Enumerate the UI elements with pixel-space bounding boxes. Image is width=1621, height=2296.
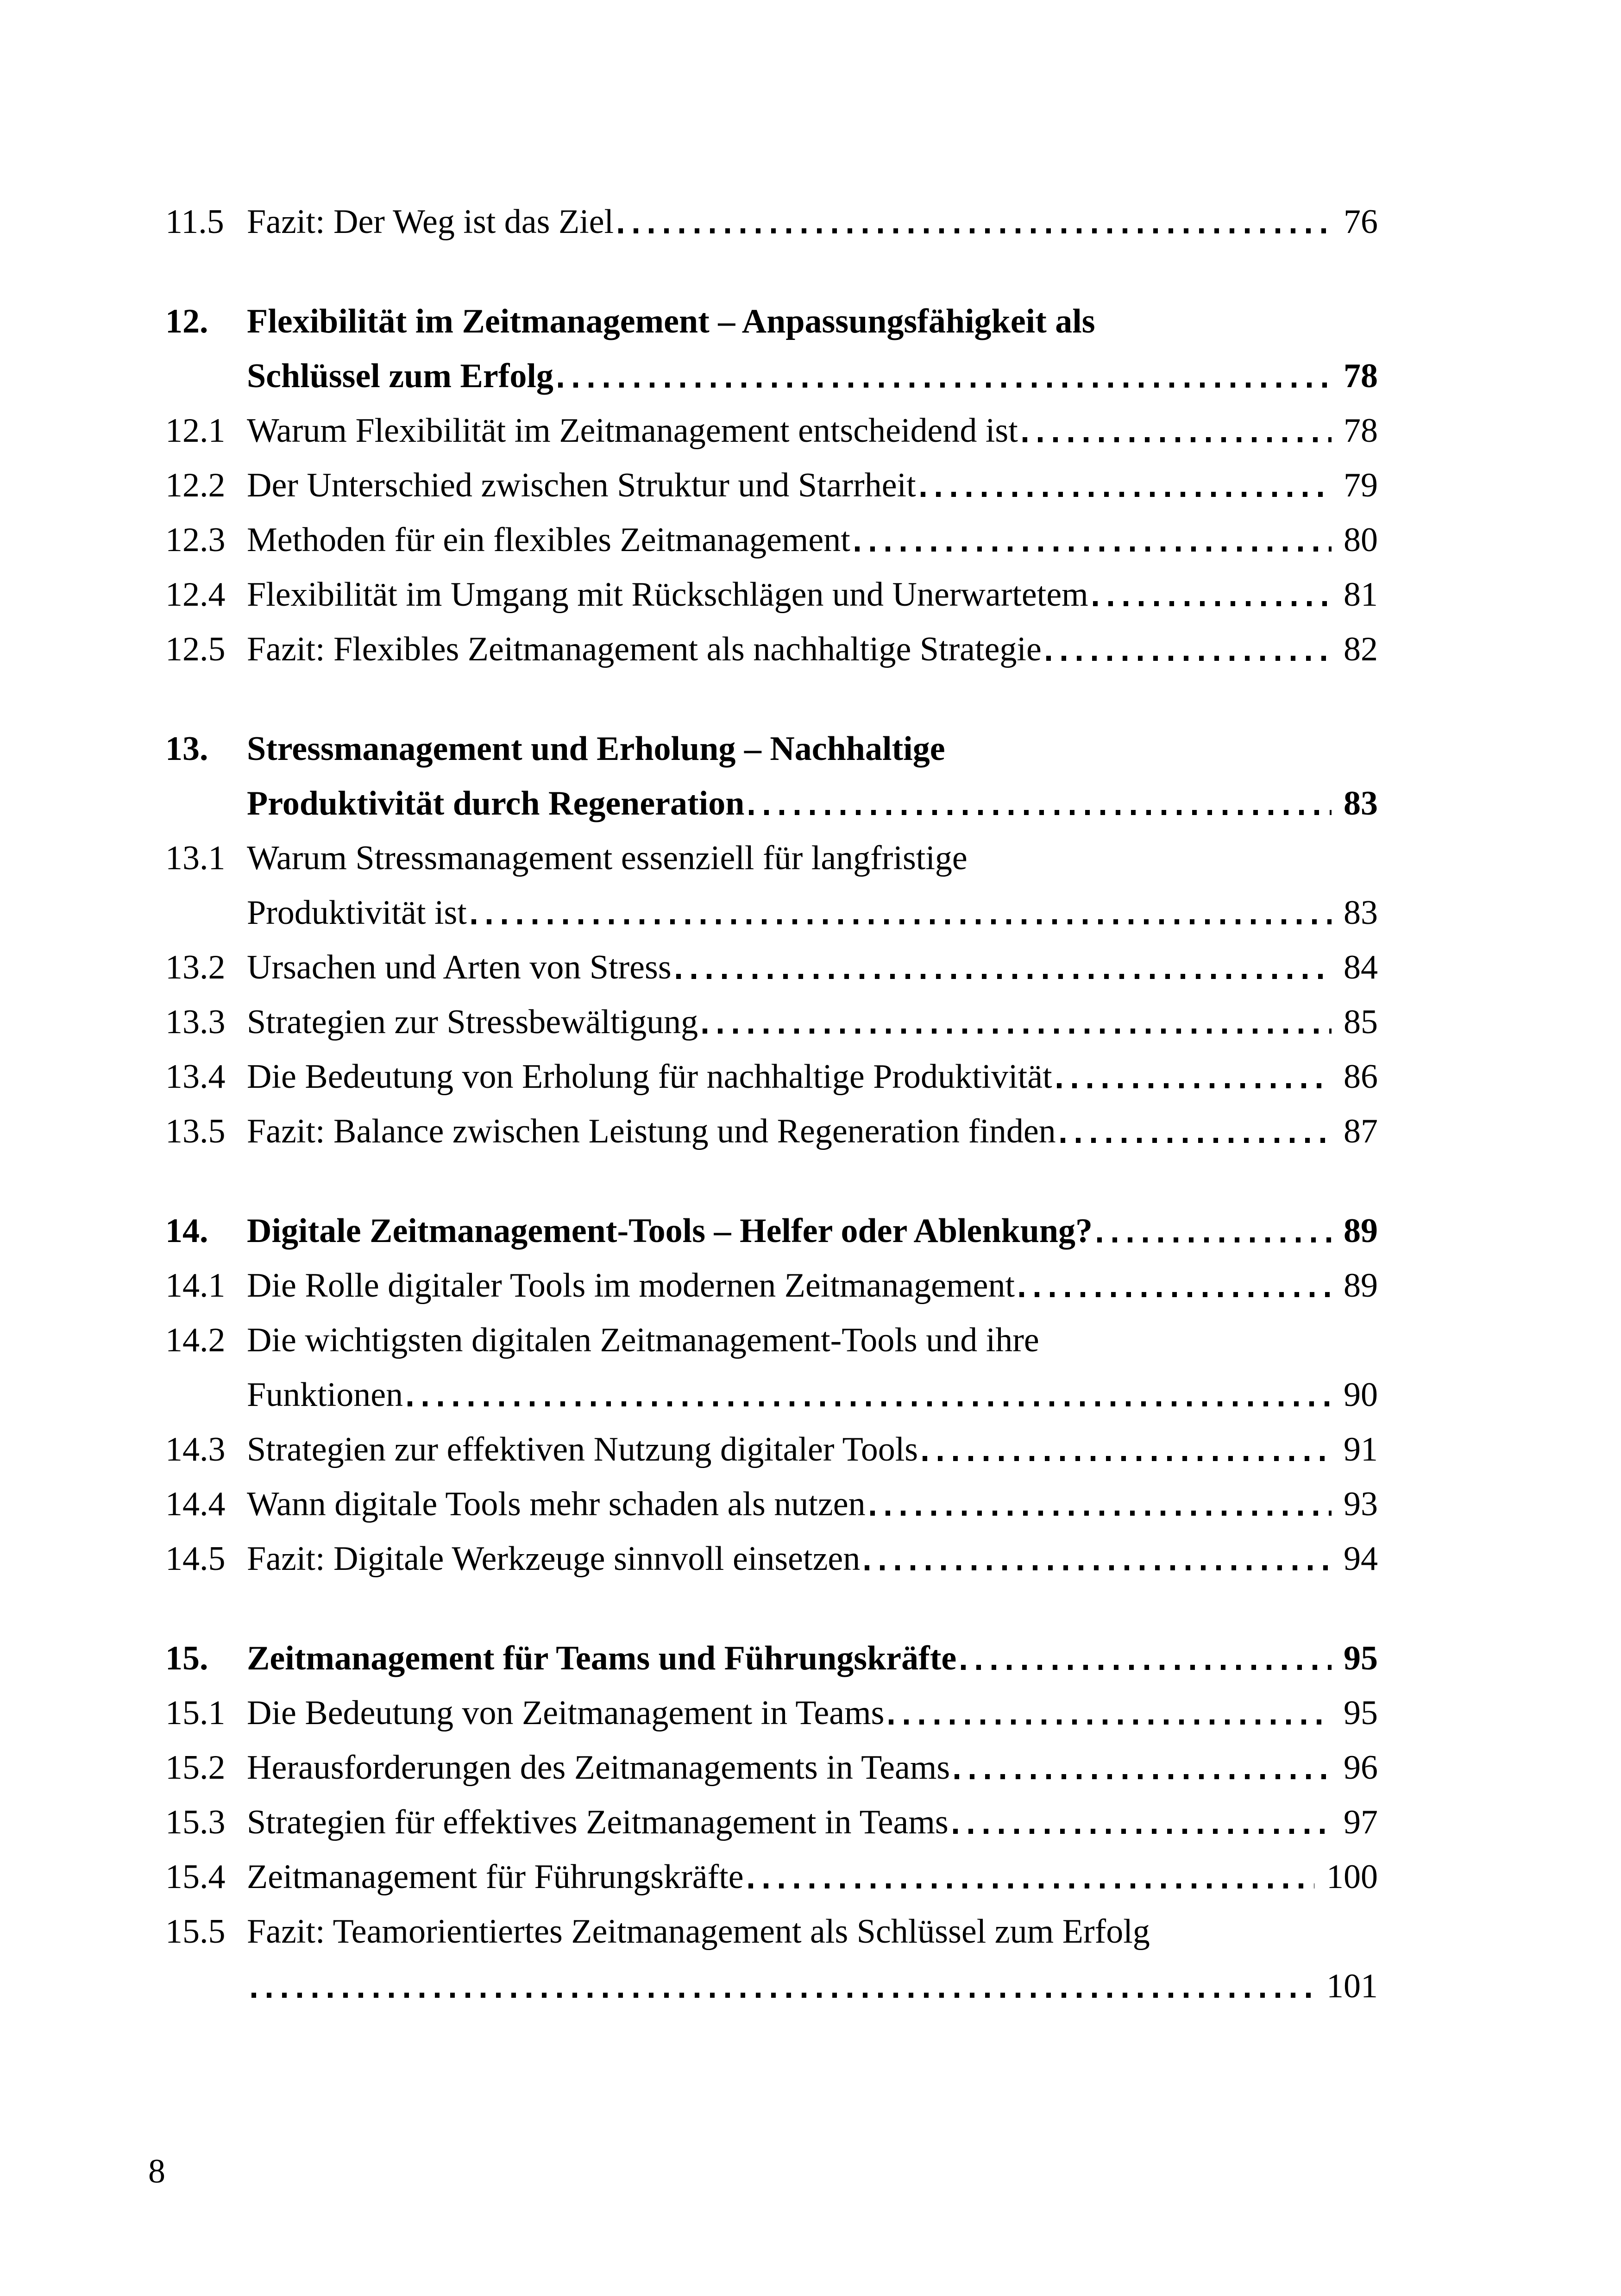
dot-leader	[1019, 1292, 1332, 1297]
toc-sub-entry	[165, 1313, 1378, 1422]
toc-sub-entry	[165, 1904, 1378, 2014]
entry-title: Methoden für ein flexibles Zeitmanagement	[247, 521, 850, 559]
entry-page-number: 95	[1344, 1639, 1378, 1677]
toc-chapter-entry	[165, 721, 1378, 831]
toc-line	[165, 458, 1378, 513]
entry-title: Strategien zur Stressbewältigung	[247, 1003, 698, 1041]
entry-number: 14.5	[165, 1540, 226, 1578]
entry-title: Herausforderungen des Zeitmanagements in Teams	[247, 1749, 950, 1787]
entry-title: Die Bedeutung von Zeitmanagement in Teams	[247, 1694, 885, 1732]
toc-line	[165, 776, 1378, 831]
toc-line	[165, 721, 1378, 776]
entry-page-number: 85	[1344, 1003, 1378, 1041]
entry-title: Der Unterschied zwischen Struktur und Starrheit	[247, 466, 916, 504]
toc-line	[165, 1631, 1378, 1686]
dot-leader	[870, 1511, 1332, 1516]
toc-line	[165, 1422, 1378, 1477]
toc-sub-entry	[165, 831, 1378, 940]
entry-number: 15.4	[165, 1858, 226, 1896]
entry-title: Wann digitale Tools mehr schaden als nutzen	[247, 1485, 866, 1523]
entry-number: 13.1	[165, 839, 226, 877]
toc-line	[165, 622, 1378, 677]
toc-sub-entry	[165, 1850, 1378, 1904]
entry-page-number: 79	[1344, 466, 1378, 504]
toc-line	[165, 513, 1378, 567]
toc-sub-entry	[165, 1686, 1378, 1740]
dot-leader	[618, 228, 1332, 233]
entry-title: Die Rolle digitaler Tools im modernen Zeitmanagement	[247, 1267, 1015, 1305]
entry-title: Flexibilität im Zeitmanagement – Anpassungsfähigkeit als	[247, 302, 1095, 340]
toc-line	[165, 1959, 1378, 2014]
toc-sub-entry	[165, 940, 1378, 995]
toc-line	[165, 1368, 1378, 1422]
toc-line	[165, 1104, 1378, 1159]
dot-leader	[251, 1993, 1314, 1998]
entry-number: 12.2	[165, 466, 226, 504]
entry-page-number: 76	[1344, 203, 1378, 241]
entry-number: 15.1	[165, 1694, 226, 1732]
entry-title: Ursachen und Arten von Stress	[247, 948, 672, 986]
entry-title: Fazit: Flexibles Zeitmanagement als nachhaltige Strategie	[247, 630, 1042, 668]
entry-page-number: 101	[1326, 1967, 1378, 2005]
toc-sub-entry	[165, 622, 1378, 677]
entry-title: Die wichtigsten digitalen Zeitmanagement-Tools und ihre	[247, 1321, 1039, 1359]
entry-title: Warum Stressmanagement essenziell für langfristige	[247, 839, 968, 877]
entry-title: Fazit: Der Weg ist das Ziel	[247, 203, 614, 241]
toc	[165, 194, 1378, 2014]
toc-sub-entry	[165, 995, 1378, 1049]
dot-leader	[955, 1774, 1332, 1779]
dot-leader	[1097, 1237, 1332, 1242]
entry-title: Produktivität durch Regeneration	[247, 784, 745, 822]
toc-sub-entry	[165, 1531, 1378, 1586]
toc-line	[165, 1313, 1378, 1368]
toc-chapter-entry	[165, 1631, 1378, 1686]
entry-page-number: 83	[1344, 894, 1378, 932]
dot-leader	[471, 919, 1332, 924]
dot-leader	[749, 810, 1332, 815]
dot-leader	[889, 1719, 1332, 1725]
entry-page-number: 81	[1344, 576, 1378, 614]
entry-title: Stressmanagement und Erholung – Nachhaltige	[247, 730, 945, 768]
entry-page-number: 96	[1344, 1749, 1378, 1787]
entry-title: Funktionen	[247, 1376, 403, 1414]
toc-sub-entry	[165, 1258, 1378, 1313]
entry-number: 15.3	[165, 1803, 226, 1841]
toc-line	[165, 1740, 1378, 1795]
entry-number: 15.2	[165, 1749, 226, 1787]
entry-number: 13.3	[165, 1003, 226, 1041]
dot-leader	[748, 1883, 1314, 1888]
entry-number: 12.4	[165, 576, 226, 614]
entry-title: Fazit: Teamorientiertes Zeitmanagement als Schlüssel zum Erfolg	[247, 1913, 1150, 1951]
toc-line	[165, 995, 1378, 1049]
entry-number: 14.1	[165, 1267, 226, 1305]
dot-leader	[961, 1665, 1332, 1670]
entry-title: Digitale Zeitmanagement-Tools – Helfer oder Ablenkung?	[247, 1212, 1093, 1250]
entry-title: Fazit: Digitale Werkzeuge sinnvoll einsetzen	[247, 1540, 861, 1578]
entry-number: 13.2	[165, 948, 226, 986]
toc-line	[165, 567, 1378, 622]
toc-line	[165, 831, 1378, 885]
toc-line	[165, 1477, 1378, 1531]
toc-line	[165, 1904, 1378, 1959]
toc-chapter-entry	[165, 294, 1378, 403]
toc-line	[165, 1204, 1378, 1258]
toc-line	[165, 940, 1378, 995]
toc-sub-entry	[165, 1422, 1378, 1477]
entry-page-number: 83	[1344, 784, 1378, 822]
entry-number: 12.3	[165, 521, 226, 559]
entry-number: 13.4	[165, 1058, 226, 1096]
toc-line	[165, 294, 1378, 349]
toc-sub-entry	[165, 458, 1378, 513]
entry-title: Warum Flexibilität im Zeitmanagement entscheidend ist	[247, 412, 1018, 450]
toc-line	[165, 403, 1378, 458]
toc-sub-entry	[165, 403, 1378, 458]
entry-number: 14.4	[165, 1485, 226, 1523]
entry-title: Zeitmanagement für Führungskräfte	[247, 1858, 744, 1896]
entry-title: Strategien zur effektiven Nutzung digitaler Tools	[247, 1430, 918, 1468]
toc-line	[165, 885, 1378, 940]
entry-number: 13.5	[165, 1112, 226, 1150]
entry-title: Fazit: Balance zwischen Leistung und Regeneration finden	[247, 1112, 1056, 1150]
dot-leader	[1057, 1083, 1332, 1088]
toc-line	[165, 194, 1378, 249]
entry-title: Produktivität ist	[247, 894, 467, 932]
entry-number: 15.5	[165, 1913, 226, 1951]
entry-number: 12.	[165, 302, 208, 340]
toc-sub-entry	[165, 194, 1378, 249]
entry-page-number: 89	[1344, 1212, 1378, 1250]
entry-page-number: 95	[1344, 1694, 1378, 1732]
toc-line	[165, 1795, 1378, 1850]
entry-page-number: 80	[1344, 521, 1378, 559]
dot-leader	[1046, 656, 1332, 661]
dot-leader	[1061, 1138, 1332, 1143]
entry-page-number: 87	[1344, 1112, 1378, 1150]
toc-sub-entry	[165, 513, 1378, 567]
toc-sub-entry	[165, 1740, 1378, 1795]
entry-number: 14.	[165, 1212, 208, 1250]
toc-sub-entry	[165, 1104, 1378, 1159]
toc-line	[165, 1850, 1378, 1904]
entry-page-number: 100	[1326, 1858, 1378, 1896]
entry-title: Zeitmanagement für Teams und Führungskräfte	[247, 1639, 957, 1677]
entry-page-number: 90	[1344, 1376, 1378, 1414]
toc-line	[165, 1531, 1378, 1586]
entry-title: Flexibilität im Umgang mit Rückschlägen und Unerwartetem	[247, 576, 1088, 614]
entry-page-number: 93	[1344, 1485, 1378, 1523]
toc-line	[165, 1258, 1378, 1313]
dot-leader	[953, 1829, 1332, 1834]
entry-page-number: 82	[1344, 630, 1378, 668]
entry-number: 15.	[165, 1639, 208, 1677]
toc-chapter-entry	[165, 1204, 1378, 1258]
dot-leader	[703, 1029, 1332, 1034]
entry-page-number: 94	[1344, 1540, 1378, 1578]
entry-page-number: 78	[1344, 412, 1378, 450]
dot-leader	[855, 546, 1332, 552]
dot-leader	[923, 1456, 1332, 1461]
entry-number: 14.2	[165, 1321, 226, 1359]
dot-leader	[921, 492, 1332, 497]
toc-sub-entry	[165, 1795, 1378, 1850]
dot-leader	[408, 1401, 1332, 1406]
entry-page-number: 91	[1344, 1430, 1378, 1468]
entry-page-number: 86	[1344, 1058, 1378, 1096]
toc-line	[165, 1686, 1378, 1740]
dot-leader	[1023, 437, 1332, 442]
toc-line	[165, 349, 1378, 403]
entry-number: 13.	[165, 730, 208, 768]
entry-number: 11.5	[165, 203, 224, 241]
entry-page-number: 89	[1344, 1267, 1378, 1305]
entry-title: Schlüssel zum Erfolg	[247, 357, 553, 395]
entry-title: Die Bedeutung von Erholung für nachhaltige Produktivität	[247, 1058, 1052, 1096]
toc-sub-entry	[165, 1477, 1378, 1531]
entry-page-number: 97	[1344, 1803, 1378, 1841]
toc-line	[165, 1049, 1378, 1104]
dot-leader	[1093, 601, 1332, 606]
footer-page-number: 8	[148, 2152, 165, 2190]
entry-number: 12.5	[165, 630, 226, 668]
entry-number: 14.3	[165, 1430, 226, 1468]
entry-page-number: 78	[1344, 357, 1378, 395]
dot-leader	[558, 383, 1332, 388]
toc-sub-entry	[165, 567, 1378, 622]
dot-leader	[676, 974, 1332, 979]
toc-sub-entry	[165, 1049, 1378, 1104]
entry-title: Strategien für effektives Zeitmanagement in Teams	[247, 1803, 949, 1841]
entry-page-number: 84	[1344, 948, 1378, 986]
dot-leader	[865, 1565, 1332, 1570]
entry-number: 12.1	[165, 412, 226, 450]
